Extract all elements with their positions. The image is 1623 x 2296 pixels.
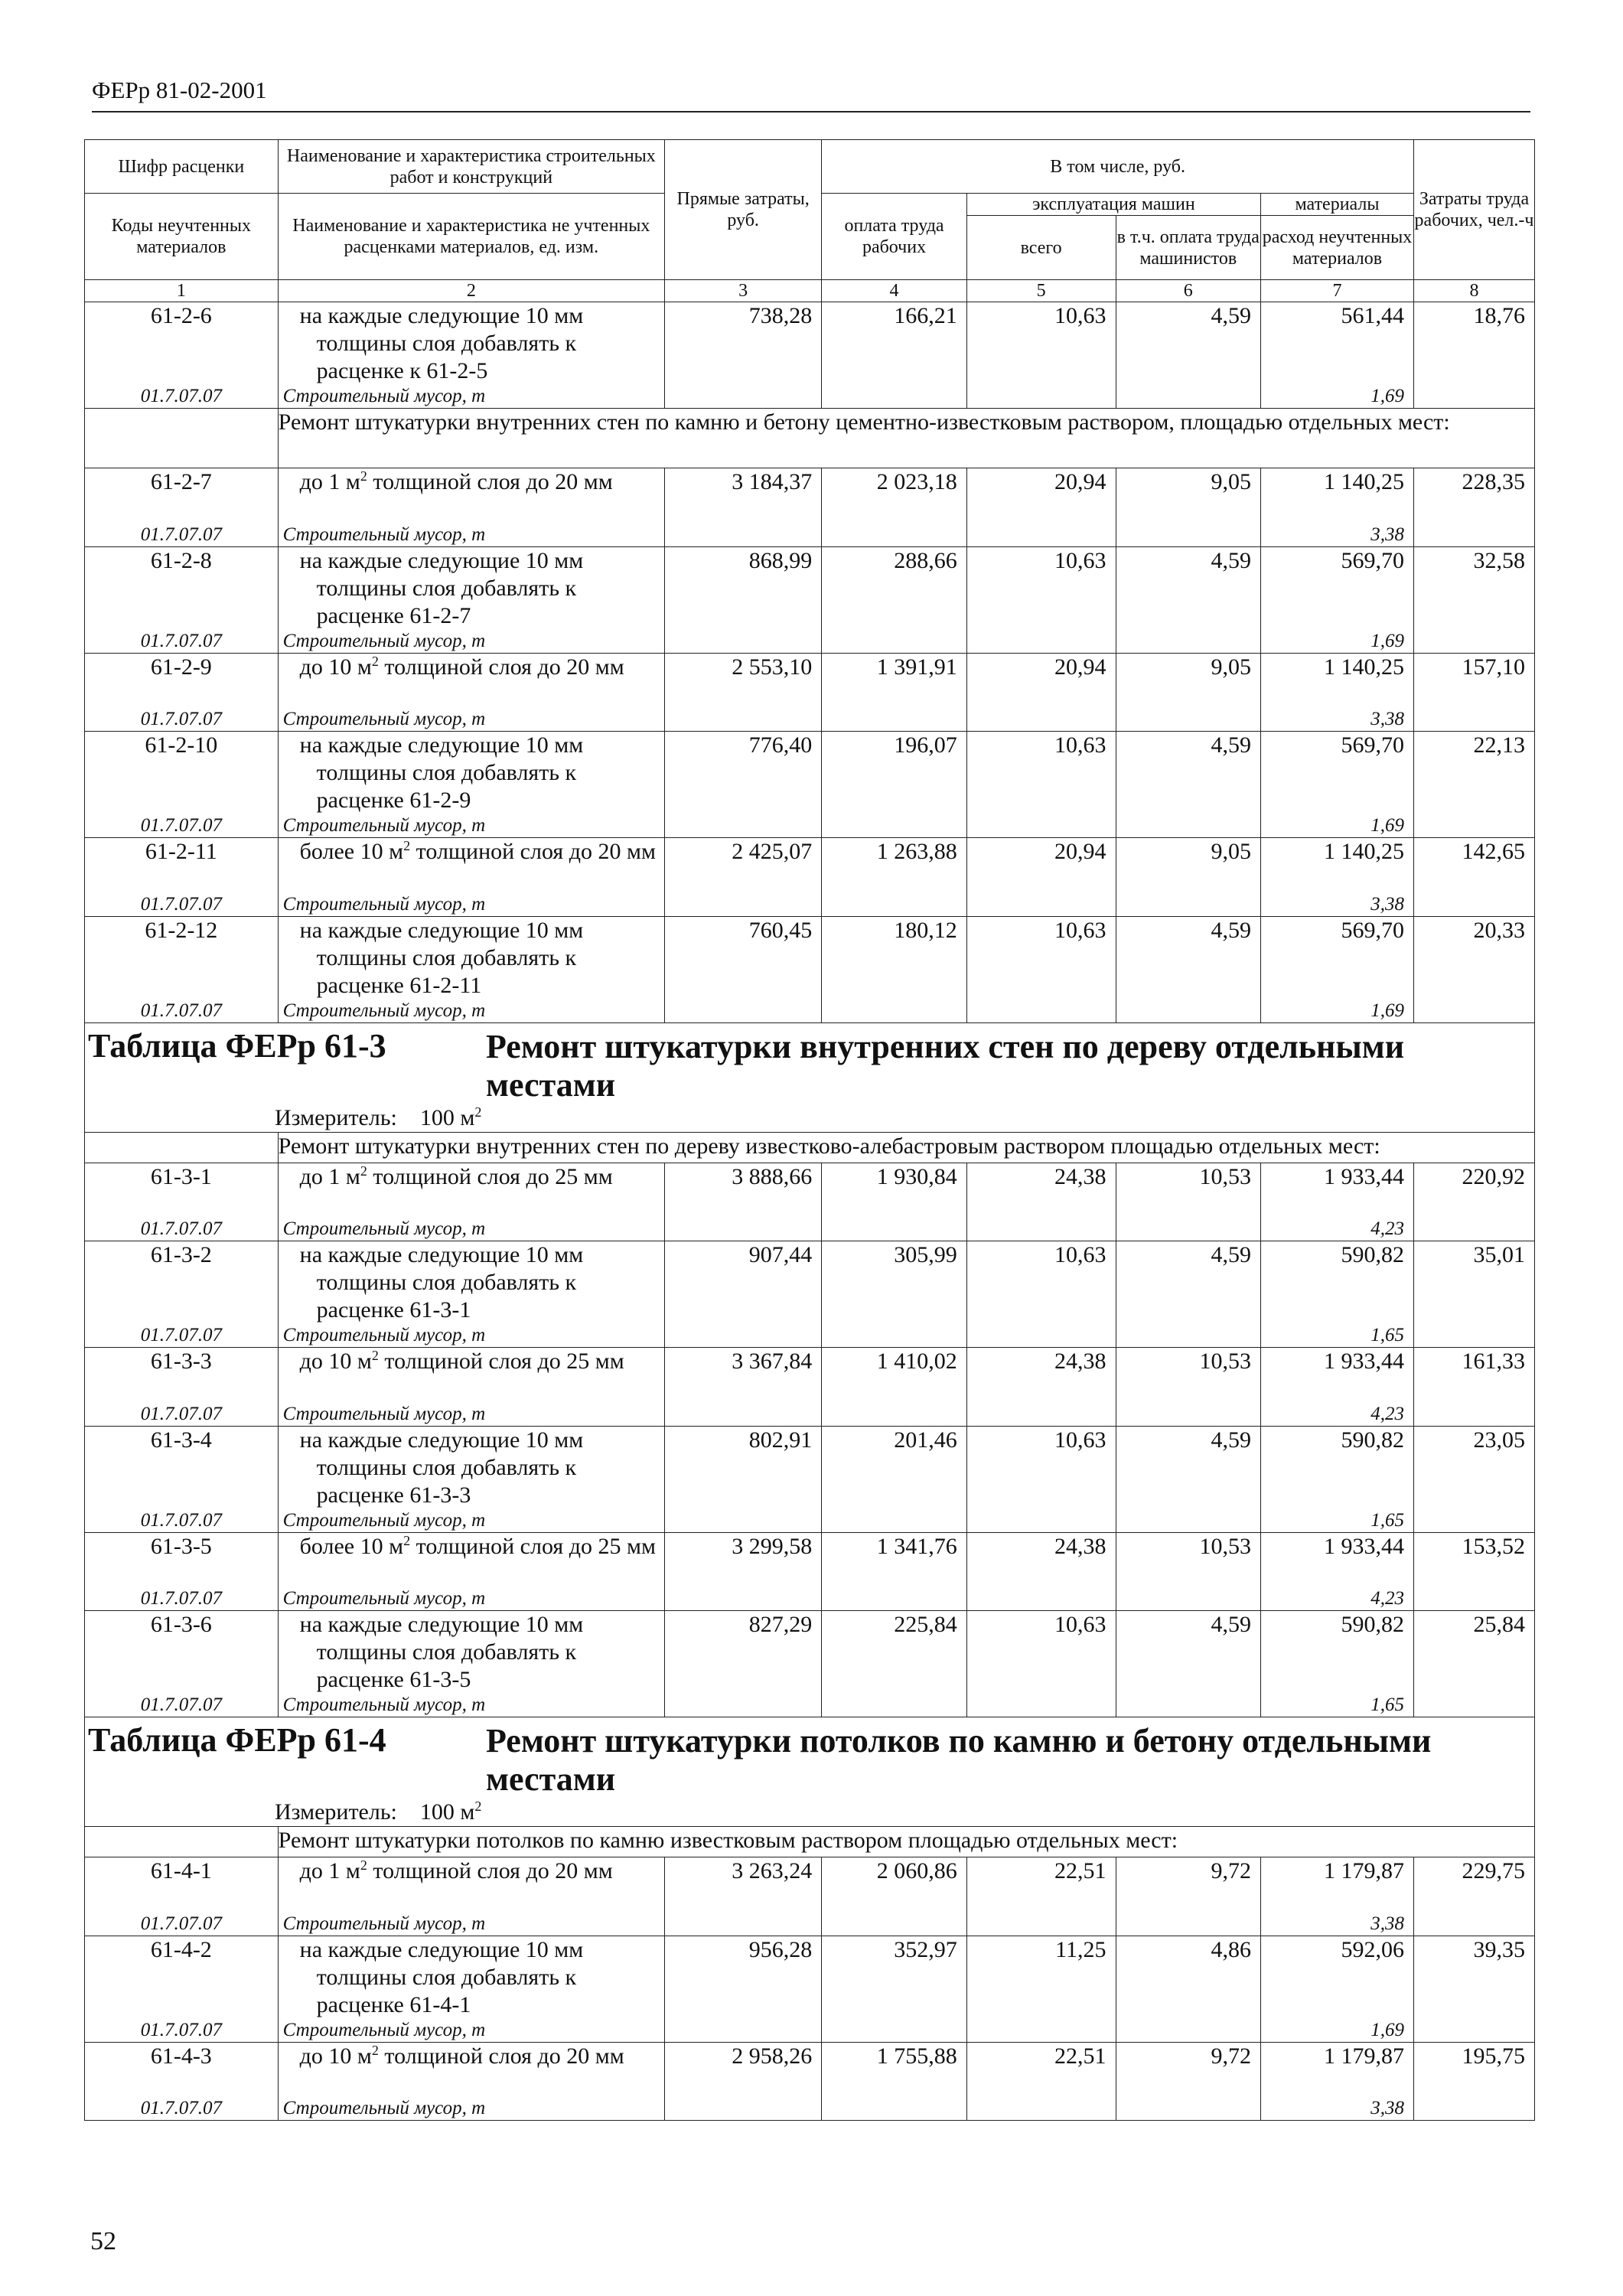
table-title: Ремонт штукатурки внутренних стен по дереву отдельными местами	[486, 1027, 1405, 1104]
work-description: на каждые следующие 10 мм толщины слоя добавлять к расценке 61-2-7	[278, 546, 664, 630]
material-code: 01.7.07.07	[85, 2097, 279, 2121]
material-qty: 1,69	[1261, 385, 1414, 409]
desc-part: до 1 м	[299, 469, 360, 494]
material-qty: 4,23	[1261, 1403, 1414, 1427]
labor-hours: 25,84	[1414, 1611, 1535, 1717]
material-code: 01.7.07.07	[85, 1587, 279, 1611]
machines-total: 10,63	[966, 1241, 1116, 1348]
machinist-pay: 4,59	[1116, 1241, 1261, 1348]
superscript: 2	[371, 653, 379, 669]
table-row	[85, 1241, 1535, 1325]
labor-hours: 220,92	[1414, 1163, 1535, 1241]
section-text: Ремонт штукатурки внутренних стен по дереву известково-алебастровым раствором площадью отдельных мест:	[278, 1132, 1534, 1163]
table-heading-wrap	[85, 1717, 1534, 1799]
worker-pay: 1 263,88	[822, 838, 967, 917]
material-name: Строительный мусор, т	[278, 1324, 664, 1348]
worker-pay: 201,46	[822, 1426, 967, 1532]
material-qty: 1,69	[1261, 630, 1414, 654]
desc-part: толщиной слоя до 20 мм	[367, 469, 613, 494]
labor-hours: 195,75	[1414, 2042, 1535, 2121]
desc-part: толщиной слоя до 20 мм	[378, 654, 624, 680]
material-qty: 3,38	[1261, 708, 1414, 732]
rate-code: 61-3-5	[85, 1532, 279, 1587]
direct-costs: 760,45	[664, 916, 821, 1022]
superscript: 2	[474, 1104, 482, 1120]
material-qty: 1,65	[1261, 1324, 1414, 1348]
material-name: Строительный мусор, т	[278, 814, 664, 838]
direct-costs: 2 553,10	[664, 653, 821, 732]
table-row	[85, 1857, 1535, 1913]
material-code: 01.7.07.07	[85, 523, 279, 547]
table-row	[85, 468, 1535, 523]
material-qty: 4,23	[1261, 1218, 1414, 1241]
hdr-num-6: 6	[1116, 280, 1261, 302]
section-row	[85, 409, 1535, 468]
material-name: Строительный мусор, т	[278, 1587, 664, 1611]
materials-cost: 592,06	[1261, 1936, 1414, 2019]
machines-total: 10,63	[966, 546, 1116, 653]
materials-cost: 1 140,25	[1261, 653, 1414, 708]
work-description: на каждые следующие 10 мм толщины слоя добавлять к расценке 61-3-3	[278, 1426, 664, 1509]
hdr-work-name: Наименование и характеристика строительных работ и конструкций	[278, 140, 664, 194]
material-code: 01.7.07.07	[85, 1694, 279, 1717]
superscript: 2	[360, 468, 367, 484]
rate-code: 61-3-2	[85, 1241, 279, 1325]
hdr-num-5: 5	[966, 280, 1116, 302]
material-name: Строительный мусор, т	[278, 2019, 664, 2043]
direct-costs: 827,29	[664, 1611, 821, 1717]
section-row	[85, 1827, 1535, 1857]
work-description	[278, 1857, 664, 1913]
table-row	[85, 1936, 1535, 2019]
materials-cost: 1 179,87	[1261, 2042, 1414, 2097]
section-blank	[85, 1132, 279, 1163]
material-code: 01.7.07.07	[85, 814, 279, 838]
hdr-num-3: 3	[664, 280, 821, 302]
desc-part: более 10 м	[299, 839, 404, 864]
superscript: 2	[371, 2042, 379, 2058]
material-code: 01.7.07.07	[85, 1403, 279, 1427]
rate-code: 61-2-8	[85, 546, 279, 630]
worker-pay: 1 755,88	[822, 2042, 967, 2121]
machinist-pay: 4,59	[1116, 1611, 1261, 1717]
materials-cost: 1 933,44	[1261, 1532, 1414, 1587]
machinist-pay: 9,05	[1116, 653, 1261, 732]
material-name: Строительный мусор, т	[278, 1694, 664, 1717]
materials-cost: 1 179,87	[1261, 1857, 1414, 1913]
material-name: Строительный мусор, т	[278, 2097, 664, 2121]
table-row	[85, 1611, 1535, 1694]
hdr-machines-total: всего	[966, 216, 1116, 280]
work-description	[278, 2042, 664, 2097]
machinist-pay: 9,05	[1116, 468, 1261, 547]
materials-cost: 590,82	[1261, 1426, 1414, 1509]
material-name: Строительный мусор, т	[278, 893, 664, 917]
machinist-pay: 10,53	[1116, 1348, 1261, 1427]
direct-costs: 3 888,66	[664, 1163, 821, 1241]
direct-costs: 907,44	[664, 1241, 821, 1348]
worker-pay: 180,12	[822, 916, 967, 1022]
hdr-material-names: Наименование и характеристика не учтенных расценками материалов, ед. изм.	[278, 194, 664, 280]
machines-total: 24,38	[966, 1348, 1116, 1427]
material-qty: 1,69	[1261, 2019, 1414, 2043]
hdr-machinist-pay: в т.ч. оплата труда машинистов	[1116, 216, 1261, 280]
section-row	[85, 1132, 1535, 1163]
table-row	[85, 2042, 1535, 2097]
table-heading-wrap	[85, 1023, 1534, 1104]
direct-costs: 738,28	[664, 302, 821, 409]
desc-part: до 10 м	[299, 654, 372, 680]
table-row	[85, 732, 1535, 815]
machines-total: 22,51	[966, 1857, 1116, 1936]
work-description: на каждые следующие 10 мм толщины слоя добавлять к расценке 61-3-1	[278, 1241, 664, 1325]
machines-total: 10,63	[966, 732, 1116, 838]
section-blank	[85, 1827, 279, 1857]
labor-hours: 18,76	[1414, 302, 1535, 409]
hdr-worker-pay: оплата труда рабочих	[822, 194, 967, 280]
worker-pay: 305,99	[822, 1241, 967, 1348]
materials-cost: 561,44	[1261, 302, 1414, 386]
table-row	[85, 302, 1535, 386]
labor-hours: 23,05	[1414, 1426, 1535, 1532]
table-row	[85, 1348, 1535, 1403]
table-row	[85, 1532, 1535, 1587]
measure-line	[85, 1104, 1534, 1132]
material-qty: 3,38	[1261, 893, 1414, 917]
hdr-num-8: 8	[1414, 280, 1535, 302]
table-row	[85, 1163, 1535, 1218]
work-description	[278, 1532, 664, 1587]
material-name: Строительный мусор, т	[278, 1218, 664, 1241]
labor-hours: 229,75	[1414, 1857, 1535, 1936]
measure-label: Измеритель:	[275, 1104, 397, 1130]
material-name: Строительный мусор, т	[278, 523, 664, 547]
material-code: 01.7.07.07	[85, 1000, 279, 1023]
labor-hours: 142,65	[1414, 838, 1535, 917]
direct-costs: 776,40	[664, 732, 821, 838]
desc-part: толщиной слоя до 20 мм	[410, 839, 656, 864]
machinist-pay: 10,53	[1116, 1163, 1261, 1241]
measure-line	[85, 1799, 1534, 1826]
machines-total: 24,38	[966, 1532, 1116, 1611]
measure-value: 100 м	[419, 1104, 475, 1130]
material-name: Строительный мусор, т	[278, 385, 664, 409]
machinist-pay: 4,59	[1116, 916, 1261, 1022]
hdr-rate-code: Шифр расценки	[85, 140, 279, 194]
machines-total: 10,63	[966, 302, 1116, 409]
materials-cost: 569,70	[1261, 916, 1414, 1000]
material-qty: 4,23	[1261, 1587, 1414, 1611]
rate-code: 61-3-4	[85, 1426, 279, 1509]
machinist-pay: 4,59	[1116, 546, 1261, 653]
worker-pay: 196,07	[822, 732, 967, 838]
rates-table	[84, 139, 1535, 2121]
materials-cost: 1 140,25	[1261, 838, 1414, 893]
machinist-pay: 9,72	[1116, 2042, 1261, 2121]
labor-hours: 153,52	[1414, 1532, 1535, 1611]
superscript: 2	[474, 1799, 482, 1814]
measure-label: Измеритель:	[275, 1799, 397, 1825]
hdr-machines: эксплуатация машин	[966, 194, 1260, 216]
material-code: 01.7.07.07	[85, 385, 279, 409]
material-name: Строительный мусор, т	[278, 630, 664, 654]
worker-pay: 1 391,91	[822, 653, 967, 732]
material-code: 01.7.07.07	[85, 1913, 279, 1936]
document-header: ФЕРр 81-02-2001	[92, 77, 267, 103]
table-row	[85, 653, 1535, 708]
direct-costs: 956,28	[664, 1936, 821, 2042]
rate-code: 61-3-3	[85, 1348, 279, 1403]
hdr-num-7: 7	[1261, 280, 1414, 302]
direct-costs: 3 367,84	[664, 1348, 821, 1427]
desc-part: толщиной слоя до 20 мм	[367, 1858, 613, 1883]
work-description: на каждые следующие 10 мм толщины слоя добавлять к расценке 61-4-1	[278, 1936, 664, 2019]
worker-pay: 288,66	[822, 546, 967, 653]
rate-code: 61-4-2	[85, 1936, 279, 2019]
table-name: Таблица ФЕРр 61-3	[88, 1026, 386, 1065]
labor-hours: 228,35	[1414, 468, 1535, 547]
worker-pay: 1 341,76	[822, 1532, 967, 1611]
table-row	[85, 916, 1535, 1000]
material-name: Строительный мусор, т	[278, 1000, 664, 1023]
materials-cost: 569,70	[1261, 732, 1414, 815]
direct-costs: 868,99	[664, 546, 821, 653]
work-description	[278, 838, 664, 893]
machines-total: 20,94	[966, 838, 1116, 917]
machinist-pay: 10,53	[1116, 1532, 1261, 1611]
table-row	[85, 546, 1535, 630]
work-description: на каждые следующие 10 мм толщины слоя добавлять к расценке 61-2-9	[278, 732, 664, 815]
worker-pay: 1 410,02	[822, 1348, 967, 1427]
materials-cost: 1 140,25	[1261, 468, 1414, 523]
direct-costs: 3 299,58	[664, 1532, 821, 1611]
machines-total: 22,51	[966, 2042, 1116, 2121]
hdr-material-consumption: расход неучтенных материалов	[1261, 216, 1414, 280]
materials-cost: 590,82	[1261, 1611, 1414, 1694]
work-description: на каждые следующие 10 мм толщины слоя добавлять к расценке к 61-2-5	[278, 302, 664, 386]
materials-cost: 590,82	[1261, 1241, 1414, 1325]
machines-total: 11,25	[966, 1936, 1116, 2042]
machines-total: 20,94	[966, 468, 1116, 547]
worker-pay: 2 060,86	[822, 1857, 967, 1936]
labor-hours: 32,58	[1414, 546, 1535, 653]
material-code: 01.7.07.07	[85, 1218, 279, 1241]
work-description	[278, 1163, 664, 1218]
machinist-pay: 4,59	[1116, 1426, 1261, 1532]
desc-part: до 1 м	[299, 1163, 360, 1189]
desc-part: толщиной слоя до 25 мм	[378, 1349, 624, 1374]
rate-code: 61-4-1	[85, 1857, 279, 1913]
desc-part: до 1 м	[299, 1858, 360, 1883]
material-name: Строительный мусор, т	[278, 708, 664, 732]
machinist-pay: 4,59	[1116, 302, 1261, 409]
material-qty: 1,69	[1261, 1000, 1414, 1023]
rate-code: 61-2-9	[85, 653, 279, 708]
direct-costs: 3 263,24	[664, 1857, 821, 1936]
section-blank	[85, 409, 279, 468]
hdr-num-4: 4	[822, 280, 967, 302]
section-text: Ремонт штукатурки внутренних стен по камню и бетону цементно-известковым раствором, площадью отдельных мест:	[278, 409, 1534, 468]
materials-cost: 569,70	[1261, 546, 1414, 630]
work-description	[278, 1348, 664, 1403]
worker-pay: 352,97	[822, 1936, 967, 2042]
labor-hours: 22,13	[1414, 732, 1535, 838]
worker-pay: 225,84	[822, 1611, 967, 1717]
machinist-pay: 4,59	[1116, 732, 1261, 838]
labor-hours: 157,10	[1414, 653, 1535, 732]
desc-part: толщиной слоя до 25 мм	[367, 1163, 613, 1189]
superscript: 2	[360, 1163, 367, 1179]
table-heading-row	[85, 1717, 1535, 1827]
table-heading	[85, 1022, 1535, 1132]
material-qty: 3,38	[1261, 523, 1414, 547]
table-row	[85, 838, 1535, 893]
material-code: 01.7.07.07	[85, 1324, 279, 1348]
labor-hours: 20,33	[1414, 916, 1535, 1022]
table-title: Ремонт штукатурки потолков по камню и бетону отдельными местами	[486, 1722, 1432, 1798]
direct-costs: 802,91	[664, 1426, 821, 1532]
desc-part: толщиной слоя до 20 мм	[378, 2043, 624, 2069]
machines-total: 10,63	[966, 916, 1116, 1022]
machines-total: 24,38	[966, 1163, 1116, 1241]
table-heading-row	[85, 1022, 1535, 1132]
table-heading	[85, 1717, 1535, 1827]
rate-code: 61-4-3	[85, 2042, 279, 2097]
machinist-pay: 4,86	[1116, 1936, 1261, 2042]
material-code: 01.7.07.07	[85, 2019, 279, 2043]
superscript: 2	[403, 1532, 411, 1548]
desc-part: до 10 м	[299, 1349, 372, 1374]
material-qty: 1,65	[1261, 1694, 1414, 1717]
machines-total: 20,94	[966, 653, 1116, 732]
desc-part: до 10 м	[299, 2043, 372, 2069]
header-rule	[92, 111, 1530, 113]
hdr-direct-costs: Прямые затраты, руб.	[664, 140, 821, 280]
machinist-pay: 9,05	[1116, 838, 1261, 917]
direct-costs: 2 958,26	[664, 2042, 821, 2121]
table-name: Таблица ФЕРр 61-4	[88, 1721, 386, 1759]
rate-code: 61-3-6	[85, 1611, 279, 1694]
material-name: Строительный мусор, т	[278, 1509, 664, 1533]
hdr-including: В том числе, руб.	[822, 140, 1414, 194]
material-code: 01.7.07.07	[85, 893, 279, 917]
work-description	[278, 468, 664, 523]
material-qty: 1,69	[1261, 814, 1414, 838]
hdr-materials: материалы	[1261, 194, 1414, 216]
material-name: Строительный мусор, т	[278, 1403, 664, 1427]
worker-pay: 166,21	[822, 302, 967, 409]
section-text: Ремонт штукатурки потолков по камню известковым раствором площадью отдельных мест:	[278, 1827, 1534, 1857]
rate-code: 61-3-1	[85, 1163, 279, 1218]
hdr-num-1: 1	[85, 280, 279, 302]
material-code: 01.7.07.07	[85, 708, 279, 732]
rate-code: 61-2-6	[85, 302, 279, 386]
material-code: 01.7.07.07	[85, 1509, 279, 1533]
rate-code: 61-2-10	[85, 732, 279, 815]
hdr-labor-hours: Затраты труда рабочих, чел.-ч	[1414, 140, 1535, 280]
work-description: на каждые следующие 10 мм толщины слоя добавлять к расценке 61-2-11	[278, 916, 664, 1000]
labor-hours: 161,33	[1414, 1348, 1535, 1427]
direct-costs: 2 425,07	[664, 838, 821, 917]
material-qty: 3,38	[1261, 1913, 1414, 1936]
worker-pay: 1 930,84	[822, 1163, 967, 1241]
hdr-material-codes: Коды неучтенных материалов	[85, 194, 279, 280]
rate-code: 61-2-12	[85, 916, 279, 1000]
work-description	[278, 653, 664, 708]
table-row	[85, 1426, 1535, 1509]
machinist-pay: 9,72	[1116, 1857, 1261, 1936]
desc-part: более 10 м	[299, 1533, 404, 1559]
work-description: на каждые следующие 10 мм толщины слоя добавлять к расценке 61-3-5	[278, 1611, 664, 1694]
desc-part: толщиной слоя до 25 мм	[410, 1533, 656, 1559]
rate-code: 61-2-11	[85, 838, 279, 893]
materials-cost: 1 933,44	[1261, 1163, 1414, 1218]
superscript: 2	[403, 838, 411, 853]
material-code: 01.7.07.07	[85, 630, 279, 654]
superscript: 2	[371, 1348, 379, 1363]
machines-total: 10,63	[966, 1426, 1116, 1532]
rate-code: 61-2-7	[85, 468, 279, 523]
labor-hours: 35,01	[1414, 1241, 1535, 1348]
machines-total: 10,63	[966, 1611, 1116, 1717]
hdr-num-2: 2	[278, 280, 664, 302]
labor-hours: 39,35	[1414, 1936, 1535, 2042]
material-name: Строительный мусор, т	[278, 1913, 664, 1936]
worker-pay: 2 023,18	[822, 468, 967, 547]
superscript: 2	[360, 1857, 367, 1873]
page-number: 52	[90, 2227, 116, 2255]
measure-value: 100 м	[419, 1799, 475, 1825]
direct-costs: 3 184,37	[664, 468, 821, 547]
material-qty: 1,65	[1261, 1509, 1414, 1533]
material-qty: 3,38	[1261, 2097, 1414, 2121]
materials-cost: 1 933,44	[1261, 1348, 1414, 1403]
